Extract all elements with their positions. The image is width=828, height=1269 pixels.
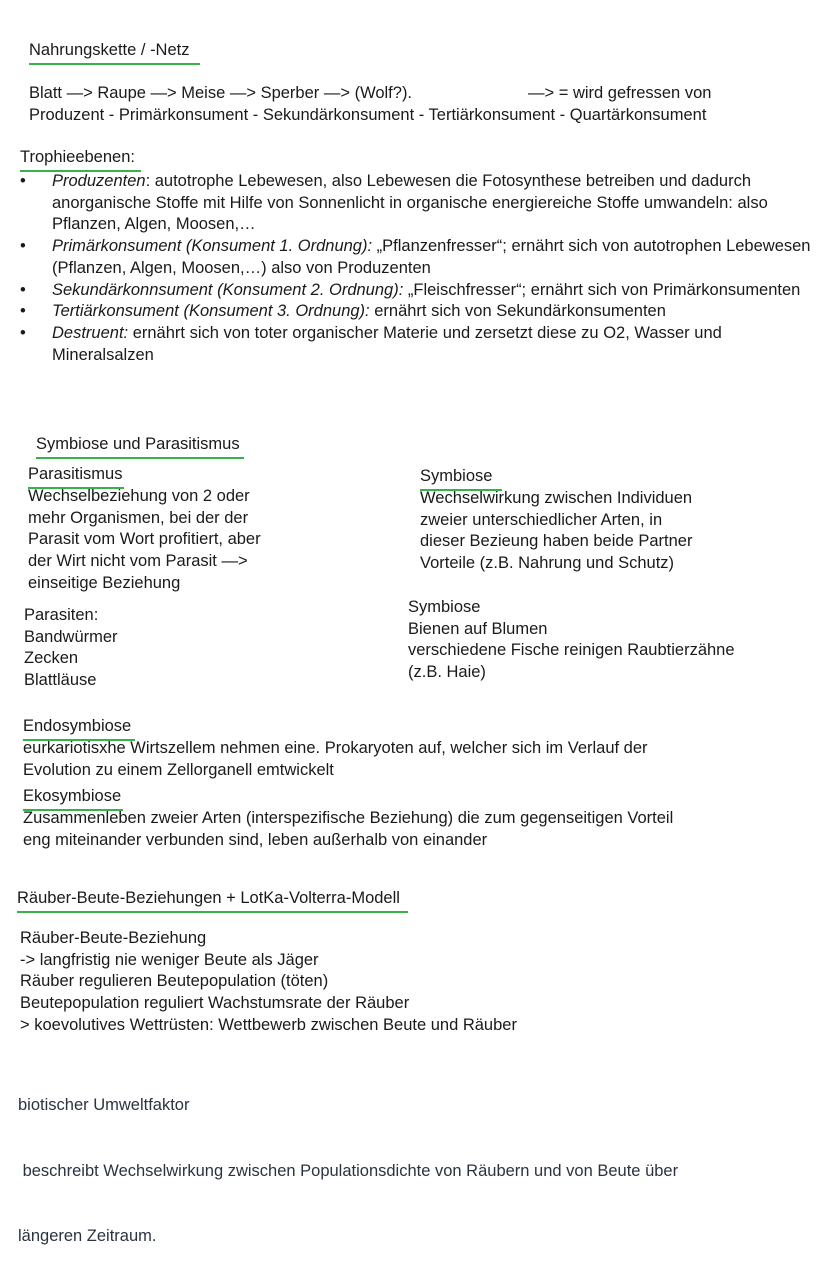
- food-chain-legend: —> = wird gefressen von: [528, 84, 712, 102]
- symbiosis-heading: Symbiose und Parasitismus: [36, 434, 244, 459]
- symbiose-heading: Symbiose: [420, 466, 502, 491]
- parasites-list: Parasiten: Bandwürmer Zecken Blattläuse: [24, 606, 118, 690]
- parasitism-text: Wechselbeziehung von 2 oder mehr Organismen, bei der der Parasit vom Wort profitiert, aber der Wirt nicht vom Parasit —> einseitige Beziehung: [28, 487, 261, 592]
- predator-text: Räuber-Beute-Beziehung -> langfristig nie weniger Beute als Jäger Räuber regulieren Beutepopulation (töten) Beutepopulation reguliert Wachstumsrate der Räuber > koevolutives Wettrüsten: Wettbewerb zwischen Beute und Räuber: [20, 929, 517, 1034]
- trophic-item-producers: • Produzenten: autotrophe Lebewesen, also Lebewesen die Fotosynthese betreiben und dadurch anorganische Stoffe mit Hilfe von Sonnenlicht in organische energiereiche Stoffe umwandeln: also Pflanzen, Algen, Moosen,…: [20, 171, 820, 236]
- trophic-heading: Trophieebenen:: [20, 147, 141, 172]
- food-chain-line: Blatt —> Raupe —> Meise —> Sperber —> (Wolf?).: [29, 84, 413, 102]
- predator-heading: Räuber-Beute-Beziehungen + LotKa-Volterra-Modell: [17, 888, 408, 913]
- endosymbiose-heading: Endosymbiose: [23, 716, 135, 741]
- biotic-factor-text: biotischer Umweltfaktor beschreibt Wechselwirkung zwischen Populationsdichte von Räubern und von Beute über längeren Zeitraum.: [18, 1096, 679, 1245]
- symbiose-text: Wechselwirkung zwischen Individuen zweier unterschiedlicher Arten, in dieser Bezieung haben beide Partner Vorteile (z.B. Nahrung und Schutz): [420, 489, 693, 573]
- endosymbiose-text: eurkariotisxhe Wirtszellem nehmen eine. Prokaryoten auf, welcher sich im Verlauf der Evolution zu einem Zellorganell emtwickelt: [23, 739, 648, 779]
- trophic-item-destruent: • Destruent: ernährt sich von toter organischer Materie und zersetzt diese zu O2, Wasser und Mineralsalzen: [20, 323, 820, 366]
- ekosymbiose-text: Zusammenleben zweier Arten (interspezifische Beziehung) die zum gegenseitigen Vorteil eng miteinander verbunden sind, leben außerhalb von einander: [23, 809, 674, 849]
- parasitism-heading: Parasitismus: [28, 464, 124, 489]
- symbiose-examples: Symbiose Bienen auf Blumen verschiedene Fische reinigen Raubtierzähne (z.B. Haie): [408, 598, 735, 682]
- trophic-item-secondary: • Sekundärkonnsument (Konsument 2. Ordnung): „Fleischfresser“; ernährt sich von Primärkonsumenten: [20, 280, 820, 302]
- trophic-item-primary: • Primärkonsument (Konsument 1. Ordnung): „Pflanzenfresser“; ernährt sich von autotrophen Lebewesen (Pflanzen, Algen, Moosen,…) also von Produzenten: [20, 236, 820, 279]
- ekosymbiose-heading: Ekosymbiose: [23, 786, 123, 811]
- trophic-item-tertiary: • Tertiärkonsument (Konsument 3. Ordnung): ernährt sich von Sekundärkonsumenten: [20, 301, 820, 323]
- trophic-levels-line: Produzent - Primärkonsument - Sekundärkonsument - Tertiärkonsument - Quartärkonsument: [29, 106, 707, 124]
- food-chain-heading: Nahrungskette / -Netz: [29, 40, 200, 65]
- trophic-list: [20, 171, 820, 366]
